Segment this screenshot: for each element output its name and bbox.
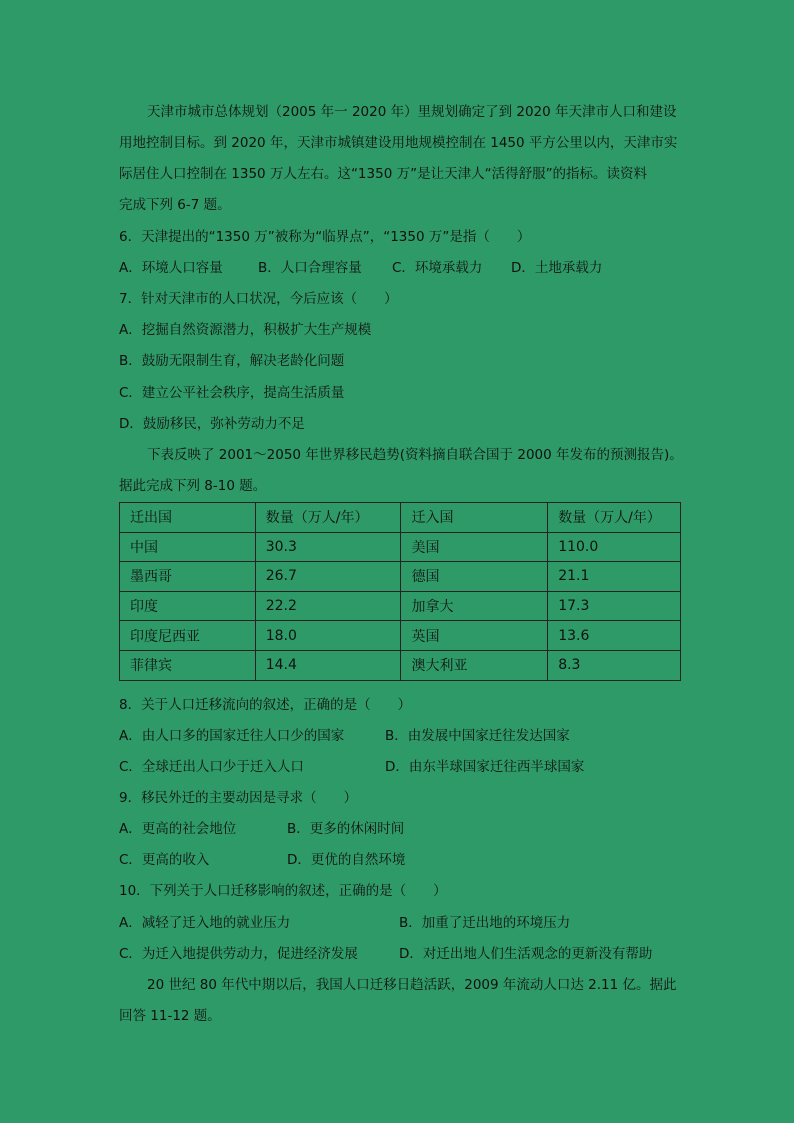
table-cell: 中国 [120, 532, 256, 562]
table-cell: 澳大利亚 [401, 650, 548, 680]
question-8-option-b: B．由发展中国家迁往发达国家 [385, 728, 570, 744]
table-row [120, 621, 681, 651]
question-6-stem: 6．天津提出的“1350 万”被称为“临界点”，“1350 万”是指（ ） [119, 229, 531, 245]
question-9-stem: 9．移民外迁的主要动因是寻求（ ） [119, 790, 358, 806]
table-header-row [120, 503, 681, 533]
table-row [120, 650, 681, 680]
passage2-line-2: 据此完成下列 8-10 题。 [119, 478, 267, 494]
question-6-option-c: C．环境承载力 [392, 260, 483, 276]
question-8-stem: 8．关于人口迁移流向的叙述，正确的是（ ） [119, 697, 412, 713]
table-header: 迁出国 [120, 503, 256, 533]
question-10-stem: 10．下列关于人口迁移影响的叙述，正确的是（ ） [119, 883, 447, 899]
table-cell: 30.3 [255, 532, 401, 562]
question-9-option-c: C．更高的收入 [119, 852, 210, 868]
table-row [120, 562, 681, 592]
question-7-stem: 7．针对天津市的人口状况，今后应该（ ） [119, 291, 398, 307]
question-9-option-d: D．更优的自然环境 [287, 852, 406, 868]
table-cell: 17.3 [548, 591, 681, 621]
passage1-line-4: 完成下列 6-7 题。 [119, 197, 231, 213]
question-8-option-d: D．由东半球国家迁往西半球国家 [385, 759, 585, 775]
table-cell: 加拿大 [401, 591, 548, 621]
passage1-line-1: 天津市城市总体规划（2005 年一 2020 年）里规划确定了到 2020 年天津市人口和建设 [147, 104, 677, 120]
question-7-option-d: D．鼓励移民，弥补劳动力不足 [119, 416, 305, 432]
question-10-option-b: B．加重了迁出地的环境压力 [399, 915, 571, 931]
question-7-option-b: B．鼓励无限制生育，解决老龄化问题 [119, 353, 345, 369]
table-cell: 110.0 [548, 532, 681, 562]
passage3-line-1: 20 世纪 80 年代中期以后，我国人口迁移日趋活跃，2009 年流动人口达 2.11 亿。据此 [147, 977, 677, 993]
passage1-line-2: 用地控制目标。到 2020 年，天津市城镇建设用地规模控制在 1450 平方公里以内，天津市实 [119, 135, 678, 151]
passage2-line-1: 下表反映了 2001～2050 年世界移民趋势(资料摘自联合国于 2000 年发布的预测报告)。 [147, 447, 683, 463]
question-9-option-a: A．更高的社会地位 [119, 821, 237, 837]
question-8-option-a: A．由人口多的国家迁往人口少的国家 [119, 728, 345, 744]
table-cell: 8.3 [548, 650, 681, 680]
table-cell: 墨西哥 [120, 562, 256, 592]
table-header: 数量（万人/年） [255, 503, 401, 533]
table-cell: 菲律宾 [120, 650, 256, 680]
table-row [120, 591, 681, 621]
table-cell: 26.7 [255, 562, 401, 592]
question-10-option-c: C．为迁入地提供劳动力，促进经济发展 [119, 946, 358, 962]
table-cell: 美国 [401, 532, 548, 562]
table-header: 数量（万人/年） [548, 503, 681, 533]
table-cell: 18.0 [255, 621, 401, 651]
question-10-option-d: D．对迁出地人们生活观念的更新没有帮助 [399, 946, 653, 962]
passage1-line-3: 际居住人口控制在 1350 万人左右。这“1350 万”是让天津人“活得舒服”的指标。读资料 [119, 166, 648, 182]
question-6-option-d: D．土地承载力 [511, 260, 603, 276]
table-header: 迁入国 [401, 503, 548, 533]
table-cell: 德国 [401, 562, 548, 592]
table-cell: 13.6 [548, 621, 681, 651]
table-cell: 印度 [120, 591, 256, 621]
question-6-option-a: A．环境人口容量 [119, 260, 223, 276]
table-cell: 22.2 [255, 591, 401, 621]
question-9-option-b: B．更多的休闲时间 [287, 821, 405, 837]
question-10-option-a: A．减轻了迁入地的就业压力 [119, 915, 291, 931]
question-8-option-c: C．全球迁出人口少于迁入人口 [119, 759, 304, 775]
question-7-option-c: C．建立公平社会秩序，提高生活质量 [119, 385, 345, 401]
table-row [120, 532, 681, 562]
passage3-line-2: 回答 11-12 题。 [119, 1008, 221, 1024]
table-cell: 印度尼西亚 [120, 621, 256, 651]
question-6-option-b: B．人口合理容量 [258, 260, 362, 276]
table-cell: 21.1 [548, 562, 681, 592]
table-cell: 14.4 [255, 650, 401, 680]
question-7-option-a: A．挖掘自然资源潜力，积极扩大生产规模 [119, 322, 372, 338]
migration-table [119, 502, 681, 681]
table-cell: 英国 [401, 621, 548, 651]
